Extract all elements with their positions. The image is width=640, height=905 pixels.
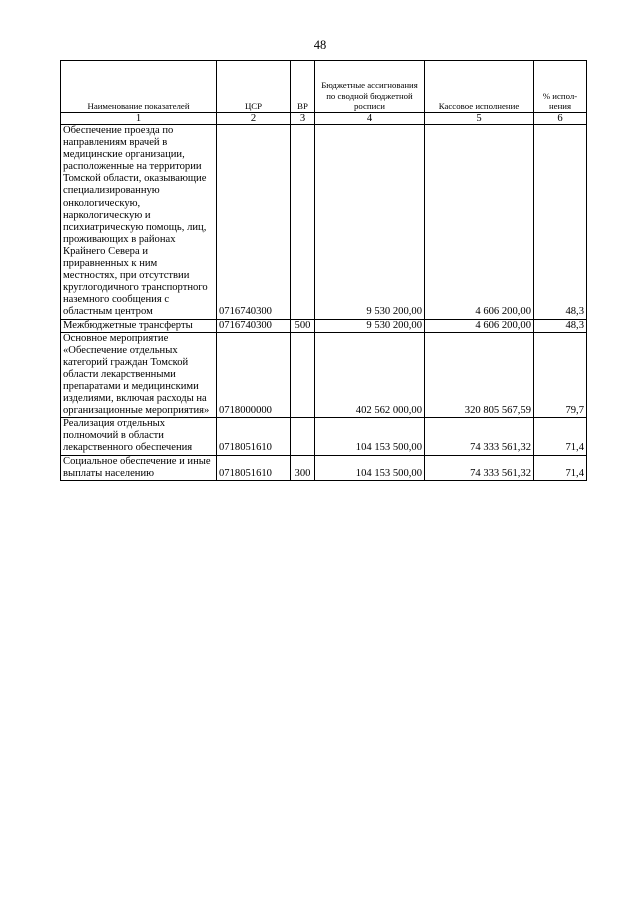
row-cash: 4 606 200,00 (425, 319, 534, 332)
row-cash: 74 333 561,32 (425, 418, 534, 455)
row-csr: 0718000000 (217, 332, 291, 418)
table-row (61, 319, 587, 332)
column-number: 5 (425, 113, 534, 125)
row-name: Обеспечение проезда по направлениям врачей в медицинские организации, расположенные на территории Томской области, оказывающие специализированную онкологическую, наркологическую и психиатрическую помощь, лиц, проживающих в районах Крайнего Севера и приравненных к ним местностях, при отсутствии круглогодичного транспортного наземного сообщения с областным центром (61, 125, 217, 320)
row-budget: 104 153 500,00 (315, 455, 425, 480)
header-csr: ЦСР (217, 61, 291, 113)
row-cash: 74 333 561,32 (425, 455, 534, 480)
header-budget: Бюджетные ассигнования по сводной бюджетной росписи (315, 61, 425, 113)
row-vr (291, 125, 315, 320)
header-cash: Кассовое исполнение (425, 61, 534, 113)
row-vr (291, 332, 315, 418)
column-number-row (61, 113, 587, 125)
header-percent: % испол-нения (534, 61, 587, 113)
row-percent: 71,4 (534, 418, 587, 455)
row-csr: 0718051610 (217, 455, 291, 480)
header-name: Наименование показателей (61, 61, 217, 113)
row-budget: 9 530 200,00 (315, 319, 425, 332)
row-name: Реализация отдельных полномочий в области лекарственного обеспечения (61, 418, 217, 455)
table-row (61, 455, 587, 480)
row-csr: 0716740300 (217, 319, 291, 332)
column-number: 1 (61, 113, 217, 125)
table-row (61, 418, 587, 455)
table-row (61, 332, 587, 418)
row-vr: 500 (291, 319, 315, 332)
row-cash: 4 606 200,00 (425, 125, 534, 320)
row-csr: 0716740300 (217, 125, 291, 320)
row-name: Социальное обеспечение и иные выплаты населению (61, 455, 217, 480)
row-budget: 9 530 200,00 (315, 125, 425, 320)
row-csr: 0718051610 (217, 418, 291, 455)
row-percent: 79,7 (534, 332, 587, 418)
page-number: 48 (313, 38, 327, 52)
row-percent: 48,3 (534, 319, 587, 332)
row-budget: 402 562 000,00 (315, 332, 425, 418)
row-vr: 300 (291, 455, 315, 480)
header-vr: ВР (291, 61, 315, 113)
table-row (61, 125, 587, 320)
row-budget: 104 153 500,00 (315, 418, 425, 455)
row-vr (291, 418, 315, 455)
row-name: Межбюджетные трансферты (61, 319, 217, 332)
row-cash: 320 805 567,59 (425, 332, 534, 418)
column-number: 4 (315, 113, 425, 125)
row-percent: 71,4 (534, 455, 587, 480)
table-header-row (61, 61, 587, 113)
row-percent: 48,3 (534, 125, 587, 320)
row-name: Основное мероприятие «Обеспечение отдельных категорий граждан Томской области лекарственными препаратами и медицинскими изделиями, включая расходы на организационные мероприятия» (61, 332, 217, 418)
column-number: 6 (534, 113, 587, 125)
column-number: 2 (217, 113, 291, 125)
column-number: 3 (291, 113, 315, 125)
budget-execution-table (60, 60, 587, 481)
